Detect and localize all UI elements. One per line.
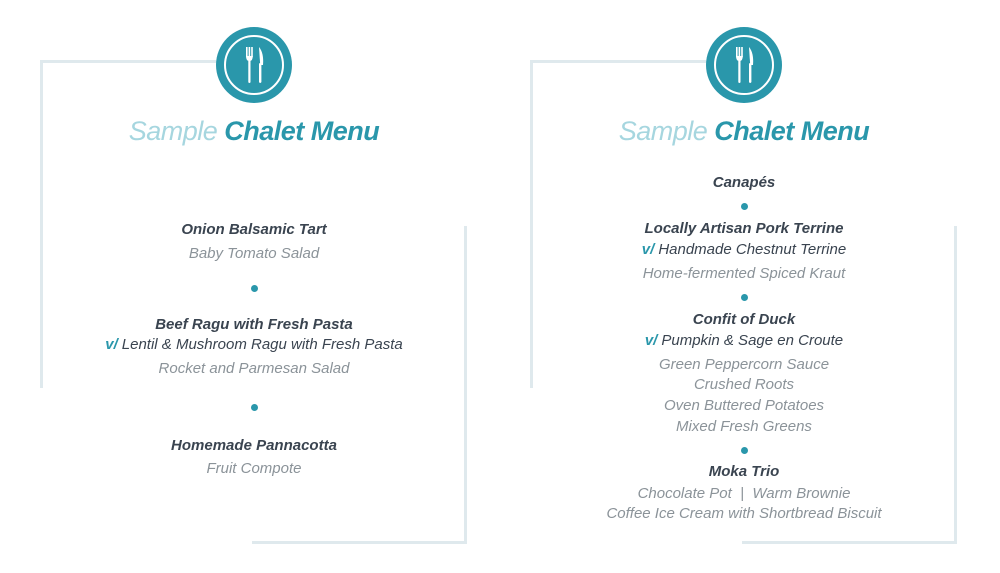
menu-line: Moka Trio (708, 463, 780, 480)
right-menu-body (574, 0, 914, 573)
menu-line: Green Peppercorn Sauce (658, 356, 830, 373)
menu-line-text: Handmade Chestnut Terrine (658, 241, 847, 258)
title-light-word: Sample (128, 116, 218, 146)
separator-dot (741, 203, 748, 210)
menu-line-text: Pumpkin & Sage en Croute (661, 332, 844, 349)
title-dark-words: Chalet Menu (224, 116, 380, 146)
right-frame-left (530, 60, 533, 388)
menu-line: Oven Buttered Potatoes (663, 397, 825, 414)
vegetarian-mark: v/ (105, 336, 118, 353)
menu-line: Onion Balsamic Tart (181, 221, 327, 238)
menu-line: Rocket and Parmesan Salad (158, 360, 350, 377)
menu-line-vegetarian (84, 336, 424, 353)
left-frame-right (464, 226, 467, 544)
menu-line-vegetarian (574, 332, 914, 349)
separator-dot (741, 447, 748, 454)
menu-line: Baby Tomato Salad (188, 245, 320, 262)
menu-line: Beef Ragu with Fresh Pasta (155, 316, 353, 333)
menu-line: Mixed Fresh Greens (676, 418, 812, 435)
menu-line: Crushed Roots (693, 376, 795, 393)
left-menu-body (84, 0, 424, 573)
menu-line-vegetarian (574, 241, 914, 258)
menu-line: Canapés (712, 174, 776, 191)
title-light-word: Sample (618, 116, 708, 146)
menu-line: Home-fermented Spiced Kraut (642, 265, 846, 282)
vegetarian-mark: v/ (641, 241, 655, 258)
menu-line: Homemade Pannacotta (171, 437, 337, 454)
separator-dot (251, 285, 258, 292)
menu-line: Fruit Compote (206, 460, 302, 477)
separator-dot (251, 404, 258, 411)
vegetarian-mark: v/ (644, 332, 658, 349)
menu-line: Locally Artisan Pork Terrine (644, 220, 844, 237)
right-frame-right (954, 226, 957, 544)
menu-line: Chocolate Pot | Warm Brownie (637, 485, 851, 502)
menu-line-text: Lentil & Mushroom Ragu with Fresh Pasta (121, 336, 403, 353)
left-frame-left (40, 60, 43, 388)
separator-dot (741, 294, 748, 301)
menu-line: Confit of Duck (692, 311, 796, 328)
title-dark-words: Chalet Menu (714, 116, 870, 146)
menu-line: Coffee Ice Cream with Shortbread Biscuit (606, 505, 882, 522)
